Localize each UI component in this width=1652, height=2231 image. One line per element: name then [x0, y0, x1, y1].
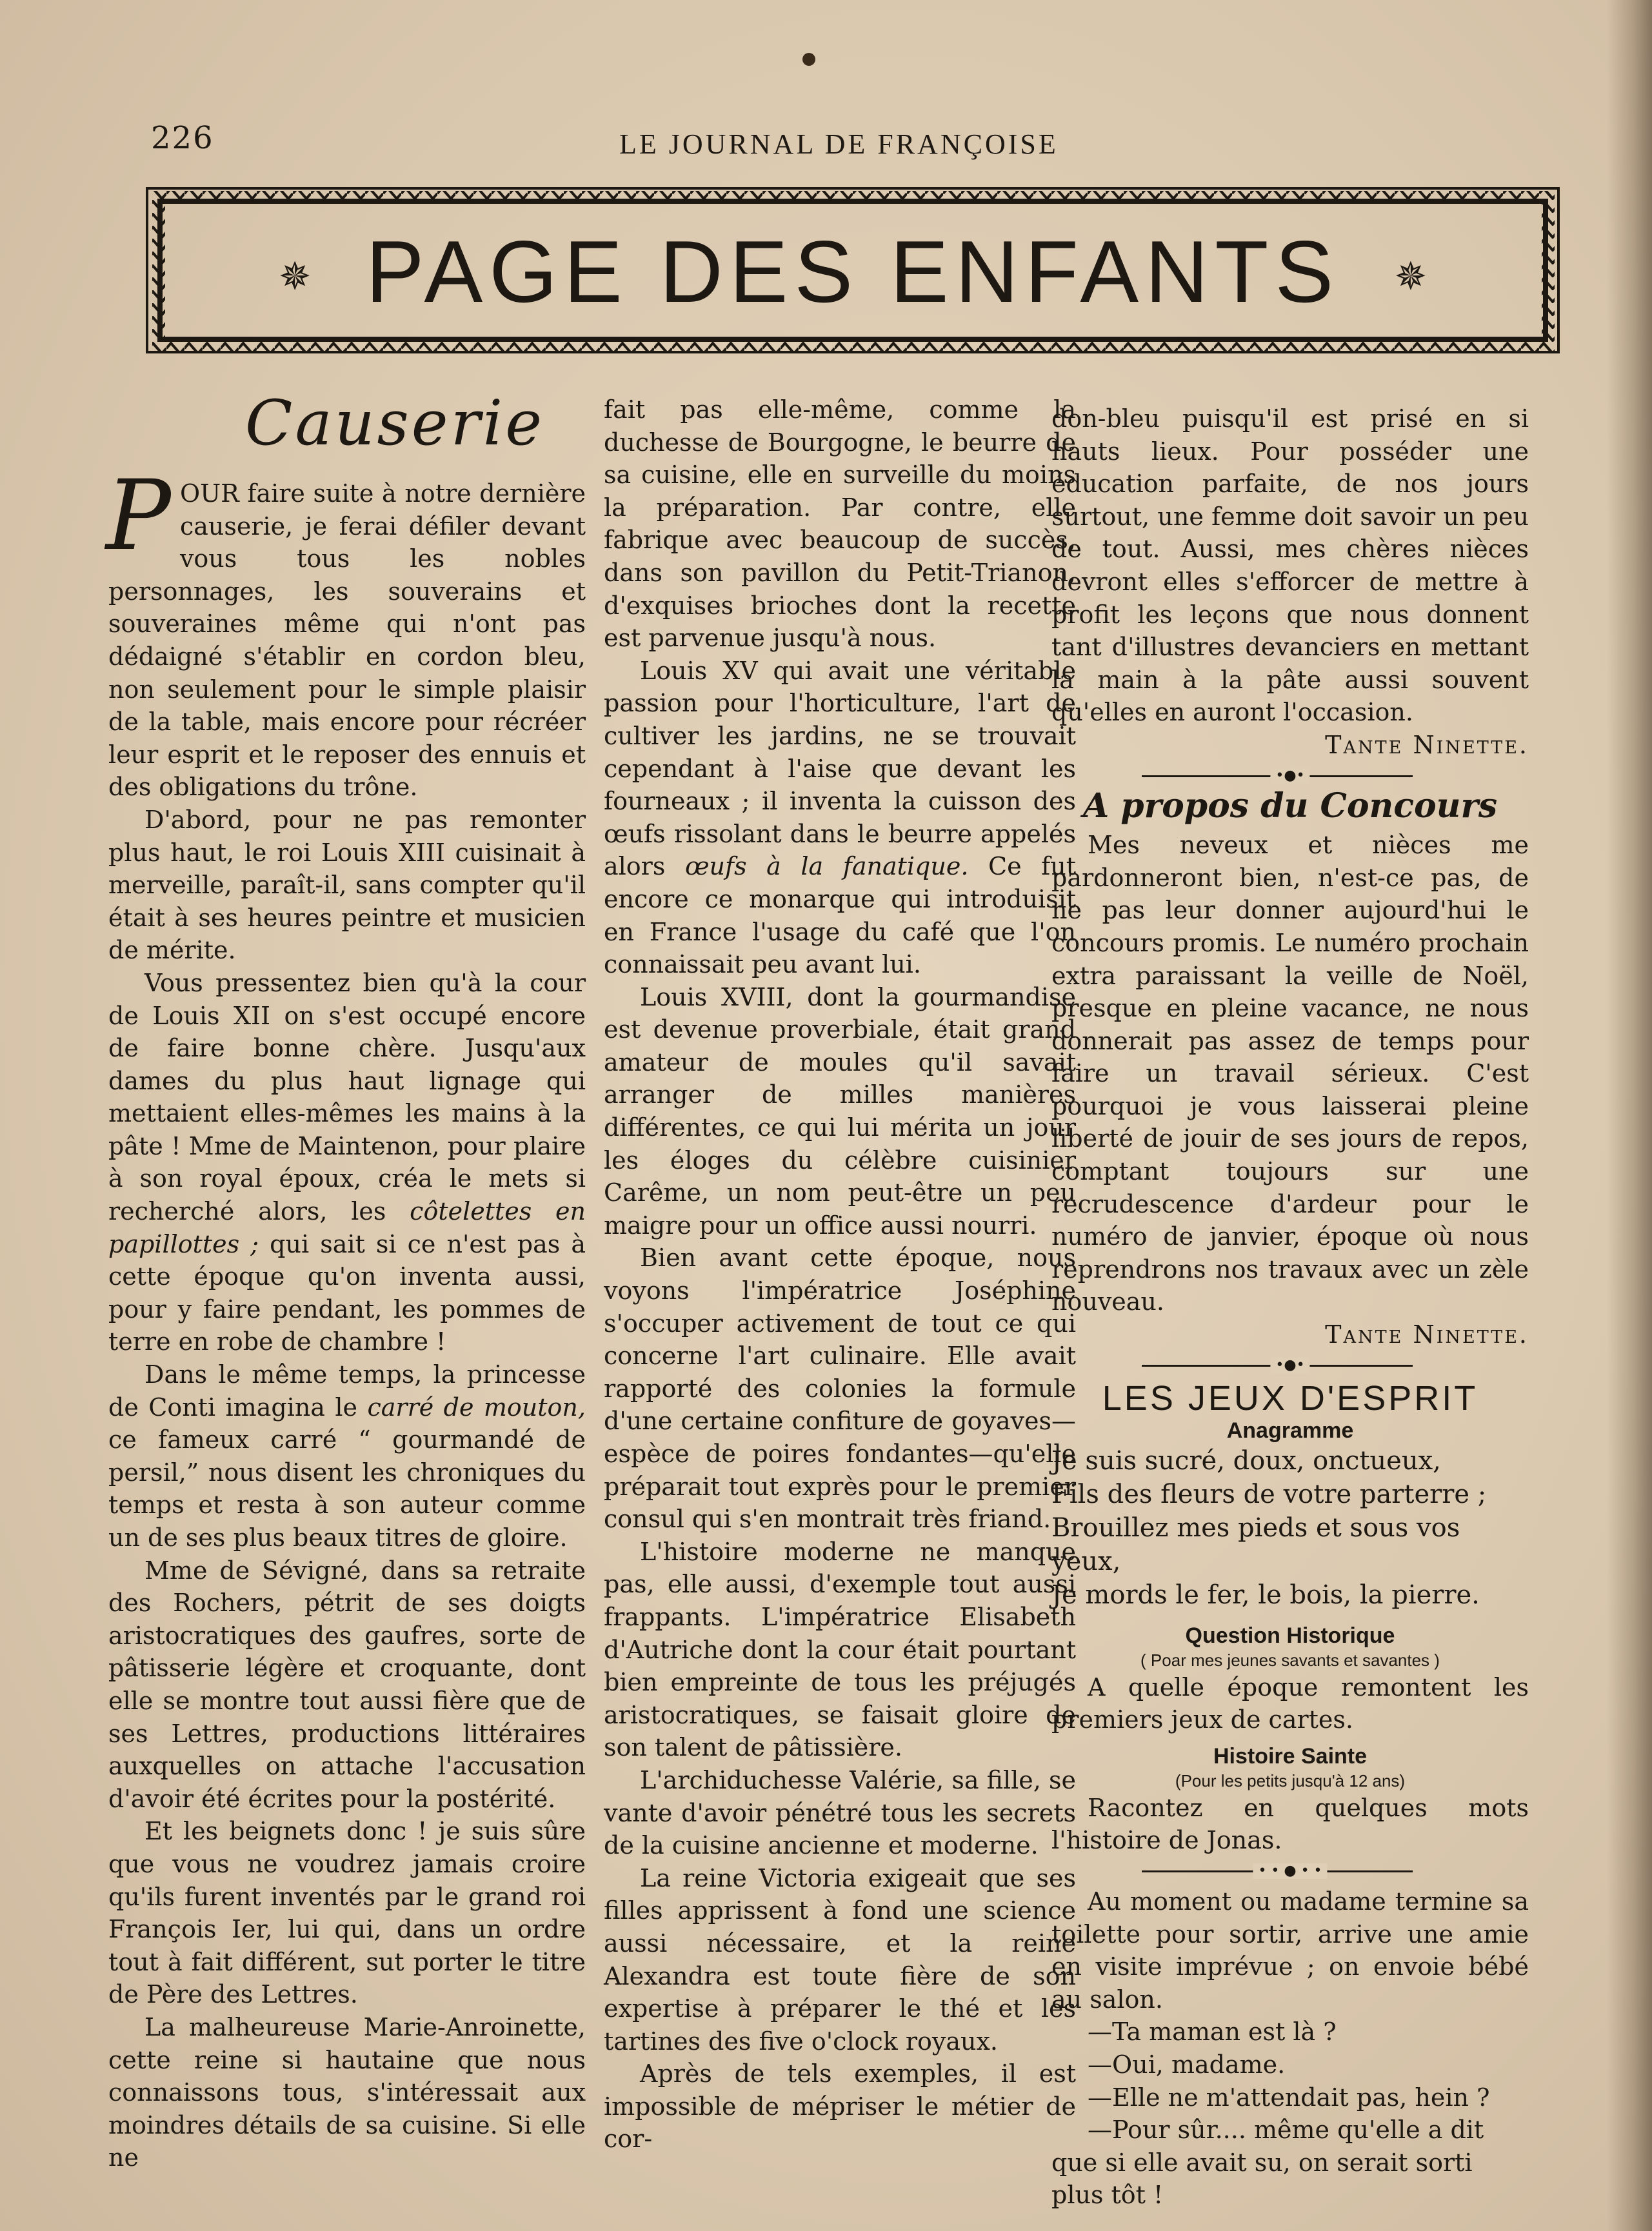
column-2: [604, 393, 1076, 2156]
anagramme-title: Anagramme: [1226, 1418, 1354, 1443]
column-3: [1051, 402, 1529, 2212]
paragraph: [108, 1358, 586, 1554]
causerie-title: Causerie: [245, 387, 544, 459]
banner-title: PAGE DES ENFANTS: [365, 223, 1340, 321]
journal-title: LE JOURNAL DE FRANÇOISE: [619, 128, 1059, 160]
paragraph: Mes neveux et nièces me pardonneront bien, n'est-ce pas, de ne pas leur donner aujourd'hui le concours promis. Le numéro prochain extra paraissant la veille de Noël, presque en pleine vacance, ne nous donnerait pas assez de temps pour faire un travail sérieux. C'est pourquoi je vous laisserai pleine liberté de jouir de ses jours de repos, comptant toujours sur une recrudescence d'ardeur pour le numéro de janvier, époque où nous reprendrons nos travaux avec un zèle nouveau.: [1051, 831, 1529, 1316]
italic-text: carré de mouton,: [367, 1393, 586, 1422]
paragraph: La malheureuse Marie-Anroinette, cette reine si hautaine que nous connaissons tous, s'intéressait aux moindres détails de sa cuisine. Si elle ne: [108, 2012, 586, 2172]
paragraph: A quelle époque remontent les premiers jeux de cartes.: [1051, 1672, 1529, 1734]
paragraph: [108, 967, 586, 1358]
dialogue-line: —Elle ne m'attendait pas, hein ?: [1088, 2083, 1490, 2112]
divider: [1051, 1358, 1529, 1373]
column-1: [106, 460, 586, 2174]
star-ornament-icon: ✵: [1394, 254, 1427, 299]
dialogue-line: —Pour sûr.... même qu'elle a dit que si elle avait su, on serait sorti plus tôt !: [1051, 2116, 1484, 2210]
paragraph-text: Louis XV qui avait une véritable passion pour l'horticulture, l'art de cultiver les jardins, ne se trouvait cependant à l'aise que devant les fourneaux ; il inventa la cuisson des œufs rissolant dans le beurre appelés alors: [604, 656, 1076, 881]
paragraph: Au moment ou madame termine sa toilette pour sortir, arrive une amie en visite imprévue ; on envoie bébé au salon.: [1051, 1887, 1529, 2014]
divider-ornament-icon: •●•: [1270, 768, 1309, 784]
paragraph-text: Dans le même temps, la princesse de Conti imagina le: [108, 1360, 586, 1422]
ink-dot: [802, 53, 815, 66]
paragraph: Après de tels exemples, il est impossible de mépriser le métier de cor-: [604, 2059, 1076, 2154]
divider: [1051, 768, 1529, 784]
divider-ornament-icon: •●•: [1270, 1358, 1309, 1373]
paragraph-text: OUR faire suite à notre dernière causerie, je ferai défiler devant vous tous les nobles personnages, les souverains et souveraines même qui n'ont pas dédaigné s'établir en cordon bleu, non seulement pour le simple plaisir de la table, mais encore pour récréer leur esprit et le reposer des ennuis et des obligations du trône.: [108, 479, 586, 802]
dropcap: P: [106, 460, 171, 572]
verse-line: Je mords le fer, le bois, la pierre.: [1051, 1580, 1480, 1610]
question-note: ( Poar mes jeunes savants et savantes ): [1140, 1650, 1440, 1670]
question-title: Question Historique: [1185, 1623, 1395, 1648]
paragraph: [604, 655, 1076, 981]
star-ornament-icon: ✵: [279, 254, 312, 299]
page-banner: [157, 199, 1548, 342]
paragraph: L'histoire moderne ne manque pas, elle aussi, d'exemple tout aussi frappants. L'impératrice Elisabeth d'Autriche dont la cour était pourtant bien empreinte de tous les préjugés aristocratiques, se faisait gloire de son talent de pâtissière.: [604, 1537, 1076, 1762]
concours-title: A propos du Concours: [1082, 786, 1498, 826]
divider: [1051, 1863, 1529, 1879]
dialogue-line: —Ta maman est là ?: [1088, 2018, 1337, 2047]
verse-line: Je suis sucré, doux, onctueux,: [1051, 1445, 1441, 1476]
paragraph: La reine Victoria exigeait que ses filles apprissent à fond une science aussi nécessaire, et la reine Alexandra est toute fière de son expertise à préparer le thé et les tartines des five o'clock royaux.: [604, 1863, 1076, 2056]
paragraph: [106, 460, 586, 804]
paragraph-text: Vous pressentez bien qu'à la cour de Louis XII on s'est occupé encore de faire bonne chère. Jusqu'aux dames du plus haut lignage qui mettaient elles-mêmes les mains à la pâte ! Mme de Maintenon, pour plaire à son royal époux, créa le mets si recherché alors, les: [108, 968, 586, 1226]
paragraph: Et les beignets donc ! je suis sûre que vous ne voudrez jamais croire qu'ils furent inventés par le grand roi François Ier, lui qui, dans un ordre tout à fait différent, sut porter le titre de Père des Lettres.: [108, 1817, 586, 2009]
signature: Tante Ninette.: [1325, 730, 1529, 759]
paragraph-text: Ce fut encore ce monarque qui introduisit en France l'usage du café que l'on connaissait peu avant lui.: [604, 852, 1076, 979]
paragraph-text: qui sait si ce n'est pas à cette époque qu'on inventa aussi, pour y faire pendant, les pommes de terre en robe de chambre !: [108, 1229, 586, 1356]
page-number: 226: [151, 120, 214, 156]
paragraph: Racontez en quelques mots l'histoire de Jonas.: [1051, 1793, 1529, 1855]
signature: Tante Ninette.: [1325, 1320, 1529, 1349]
italic-text: œufs à la fanatique.: [684, 852, 969, 881]
paragraph: Bien avant cette époque, nous voyons l'impératrice Joséphine s'occuper activement de tout ce qui concerne l'art culinaire. Elle avait rapporté des colonies la formule d'une certaine confiture de goyaves—espèce de poires fondantes—qu'elle préparait tout exprès pour le premier consul qui s'en montrait très friand.: [604, 1244, 1076, 1534]
italic-text: côtelettes en papillottes ;: [108, 1197, 586, 1258]
verse-line: Fils des fleurs de votre parterre ;: [1051, 1479, 1487, 1509]
divider-ornament-icon: • • ● • •: [1253, 1863, 1327, 1879]
page-fold-shadow: [1607, 0, 1652, 2231]
histoire-note: (Pour les petits jusqu'à 12 ans): [1175, 1770, 1406, 1790]
paragraph: fait pas elle-même, comme la duchesse de Bourgogne, le beurre de sa cuisine, elle en surveille du moins la préparation. Par contre, elle fabrique avec beaucoup de succès, dans son pavillon du Petit-Trianon, d'exquises brioches dont la recette est parvenue jusqu'à nous.: [604, 395, 1076, 653]
verse-line: Brouillez mes pieds et sous vos yeux,: [1051, 1512, 1460, 1576]
histoire-title: Histoire Sainte: [1213, 1743, 1368, 1769]
paragraph: Mme de Sévigné, dans sa retraite des Rochers, pétrit de ses doigts aristocratiques des gaufres, sorte de pâtisserie légère et croquante, dont elle se montre tout aussi fière que de ses Lettres, productions littéraires auxquelles on attache l'accusation d'avoir été écrites pour la postérité.: [108, 1556, 586, 1813]
paragraph: Louis XVIII, dont la gourmandise est devenue proverbiale, était grand amateur de moules qu'il savait arranger de milles manières différentes, ce qui lui mérita un jour les éloges du célèbre cuisinier Carême, un nom peut-être un peu maigre pour un office aussi nourri.: [604, 982, 1076, 1240]
paragraph: D'abord, pour ne pas remonter plus haut, le roi Louis XIII cuisinait à merveille, paraît-il, sans compter qu'il était à ses heures peintre et musicien de mérite.: [108, 805, 586, 965]
paragraph: L'archiduchesse Valérie, sa fille, se vante d'avoir pénétré tous les secrets de la cuisine ancienne et moderne.: [604, 1765, 1076, 1860]
dialogue-line: —Oui, madame.: [1088, 2050, 1286, 2079]
paragraph: don-bleu puisqu'il est prisé en si hauts lieux. Pour posséder une éducation parfaite, de nos jours surtout, une femme doit savoir un peu de tout. Aussi, mes chères nièces devront elles s'efforcer de mettre à profit les leçons que nous donnent tant d'illustres devanciers en mettant la main à la pâte aussi souvent qu'elles en auront l'occasion.: [1051, 404, 1529, 727]
jeux-title: LES JEUX D'ESPRIT: [1102, 1378, 1478, 1418]
paragraph-text: ce fameux carré “ gourmandé de persil,” nous disent les chroniques du temps et resta à son auteur comme un de ses plus beaux titres de gloire.: [108, 1425, 586, 1552]
